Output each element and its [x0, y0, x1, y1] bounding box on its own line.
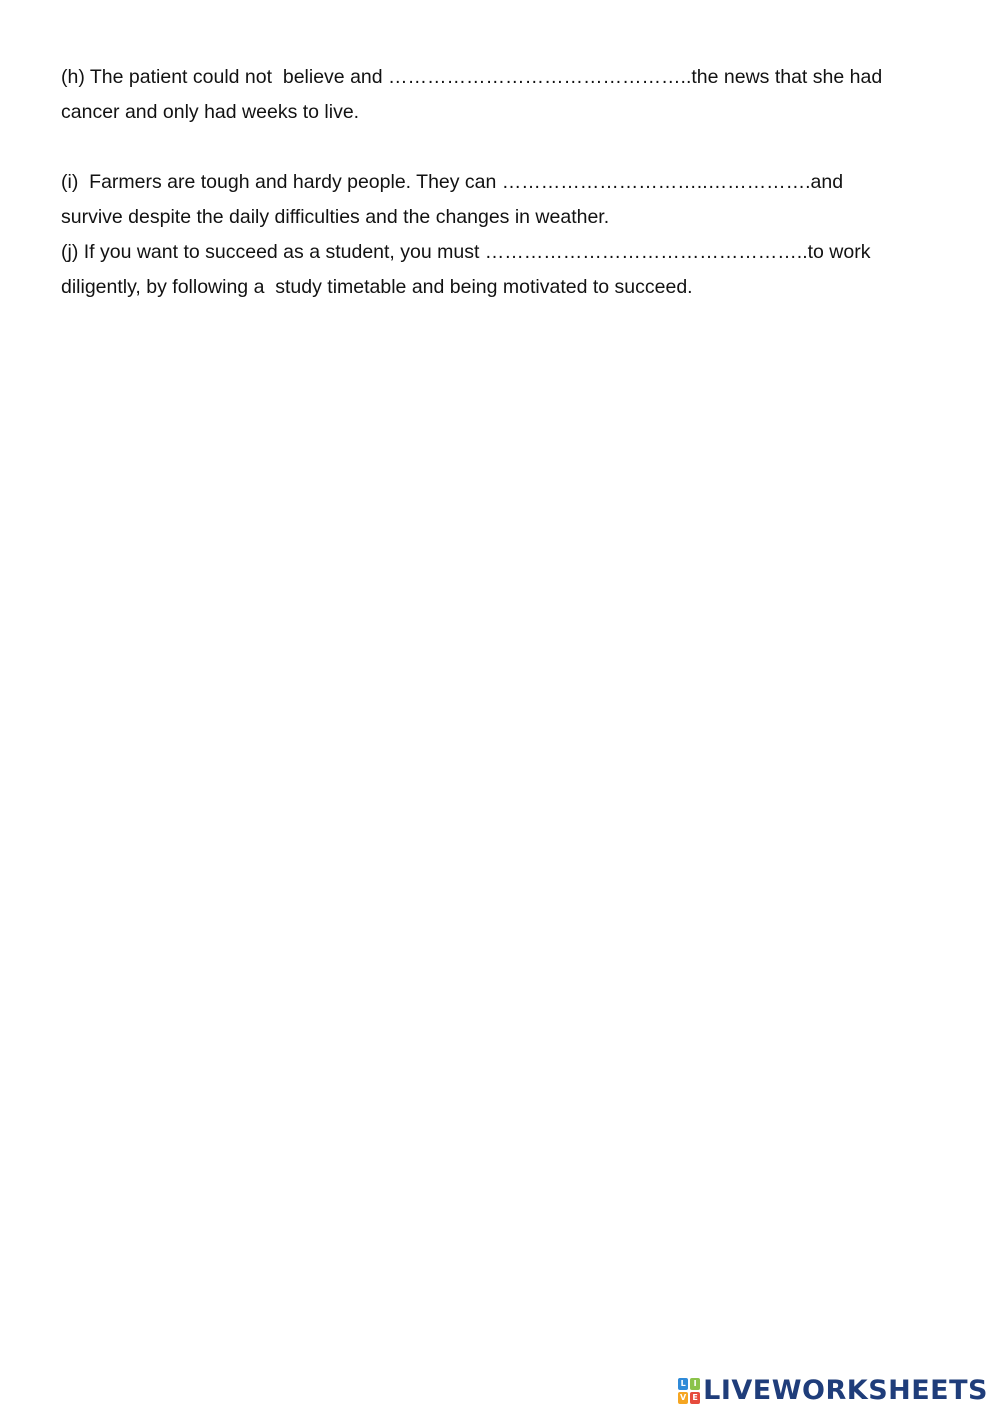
item-i-line-2: survive despite the daily difficulties and the changes in weather. [61, 206, 610, 228]
item-j-line-1: (j) If you want to succeed as a student, you must …………………………………………..to work [61, 241, 871, 263]
liveworksheets-brand [678, 1376, 988, 1406]
brand-wordmark: LIVEWORKSHEETS [703, 1375, 988, 1406]
logo-letter-i: I [690, 1378, 700, 1390]
item-h-line-1: (h) The patient could not believe and ………………………………………..the news that she had [61, 66, 883, 88]
logo-letter-v: V [680, 1393, 687, 1402]
liveworksheets-logo-icon [678, 1378, 700, 1404]
item-i-line-1: (i) Farmers are tough and hardy people. They can …………………………..…………….and [61, 171, 844, 193]
item-h-line-2: cancer and only had weeks to live. [61, 101, 360, 123]
logo-letter-e: E [690, 1392, 700, 1404]
item-j-line-2: diligently, by following a study timetable and being motivated to succeed. [61, 276, 693, 298]
logo-letter-l: L [678, 1378, 688, 1390]
